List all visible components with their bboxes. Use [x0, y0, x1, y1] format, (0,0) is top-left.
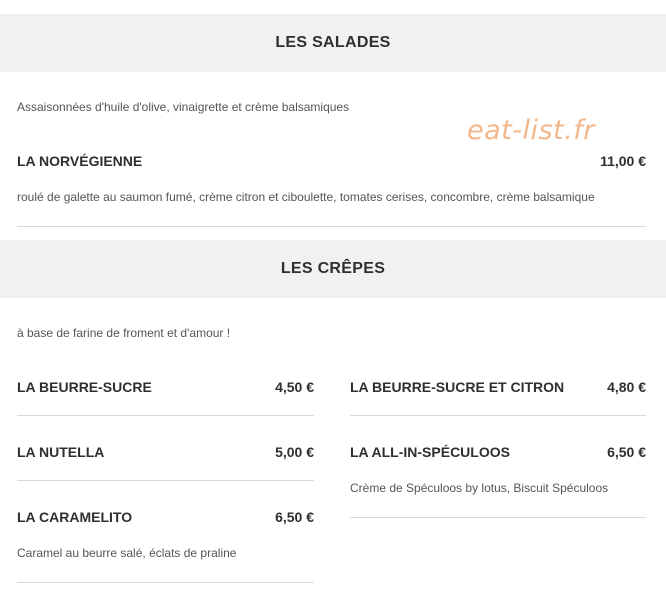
section-title-crepes: LES CRÊPES — [280, 260, 386, 277]
item-price: 4,50 € — [275, 379, 314, 395]
item-price: 4,80 € — [607, 379, 646, 395]
divider — [17, 480, 314, 481]
item-description: roulé de galette au saumon fumé, crème citron et ciboulette, tomates cerises, concombre, crème balsamique — [17, 190, 595, 204]
divider — [350, 517, 646, 518]
item-description: Caramel au beurre salé, éclats de praline — [17, 546, 237, 560]
item-name: LA CARAMELITO — [17, 509, 133, 525]
section-header-crepes — [0, 240, 666, 298]
section-description-salades: Assaisonnées d'huile d'olive, vinaigrette et crème balsamiques — [17, 100, 350, 114]
section-description-crepes: à base de farine de froment et d'amour ! — [17, 326, 231, 340]
item-price: 6,50 € — [275, 509, 314, 525]
item-description: Crème de Spéculoos by lotus, Biscuit Spéculoos — [350, 481, 609, 495]
item-name: LA BEURRE-SUCRE — [17, 379, 152, 395]
item-name: LA NORVÉGIENNE — [17, 153, 143, 169]
divider — [17, 226, 646, 227]
item-name: LA NUTELLA — [17, 444, 105, 460]
item-price: 6,50 € — [607, 444, 646, 460]
item-price: 11,00 € — [600, 153, 646, 169]
item-name: LA ALL-IN-SPÉCULOOS — [350, 444, 510, 460]
item-name: LA BEURRE-SUCRE ET CITRON — [350, 379, 565, 395]
section-header-salades — [0, 14, 666, 72]
item-price: 5,00 € — [275, 444, 314, 460]
watermark-logo: eat-list.fr — [467, 115, 595, 146]
section-title-salades: LES SALADES — [275, 34, 391, 51]
divider — [350, 415, 646, 416]
divider — [17, 415, 314, 416]
divider — [17, 582, 314, 583]
